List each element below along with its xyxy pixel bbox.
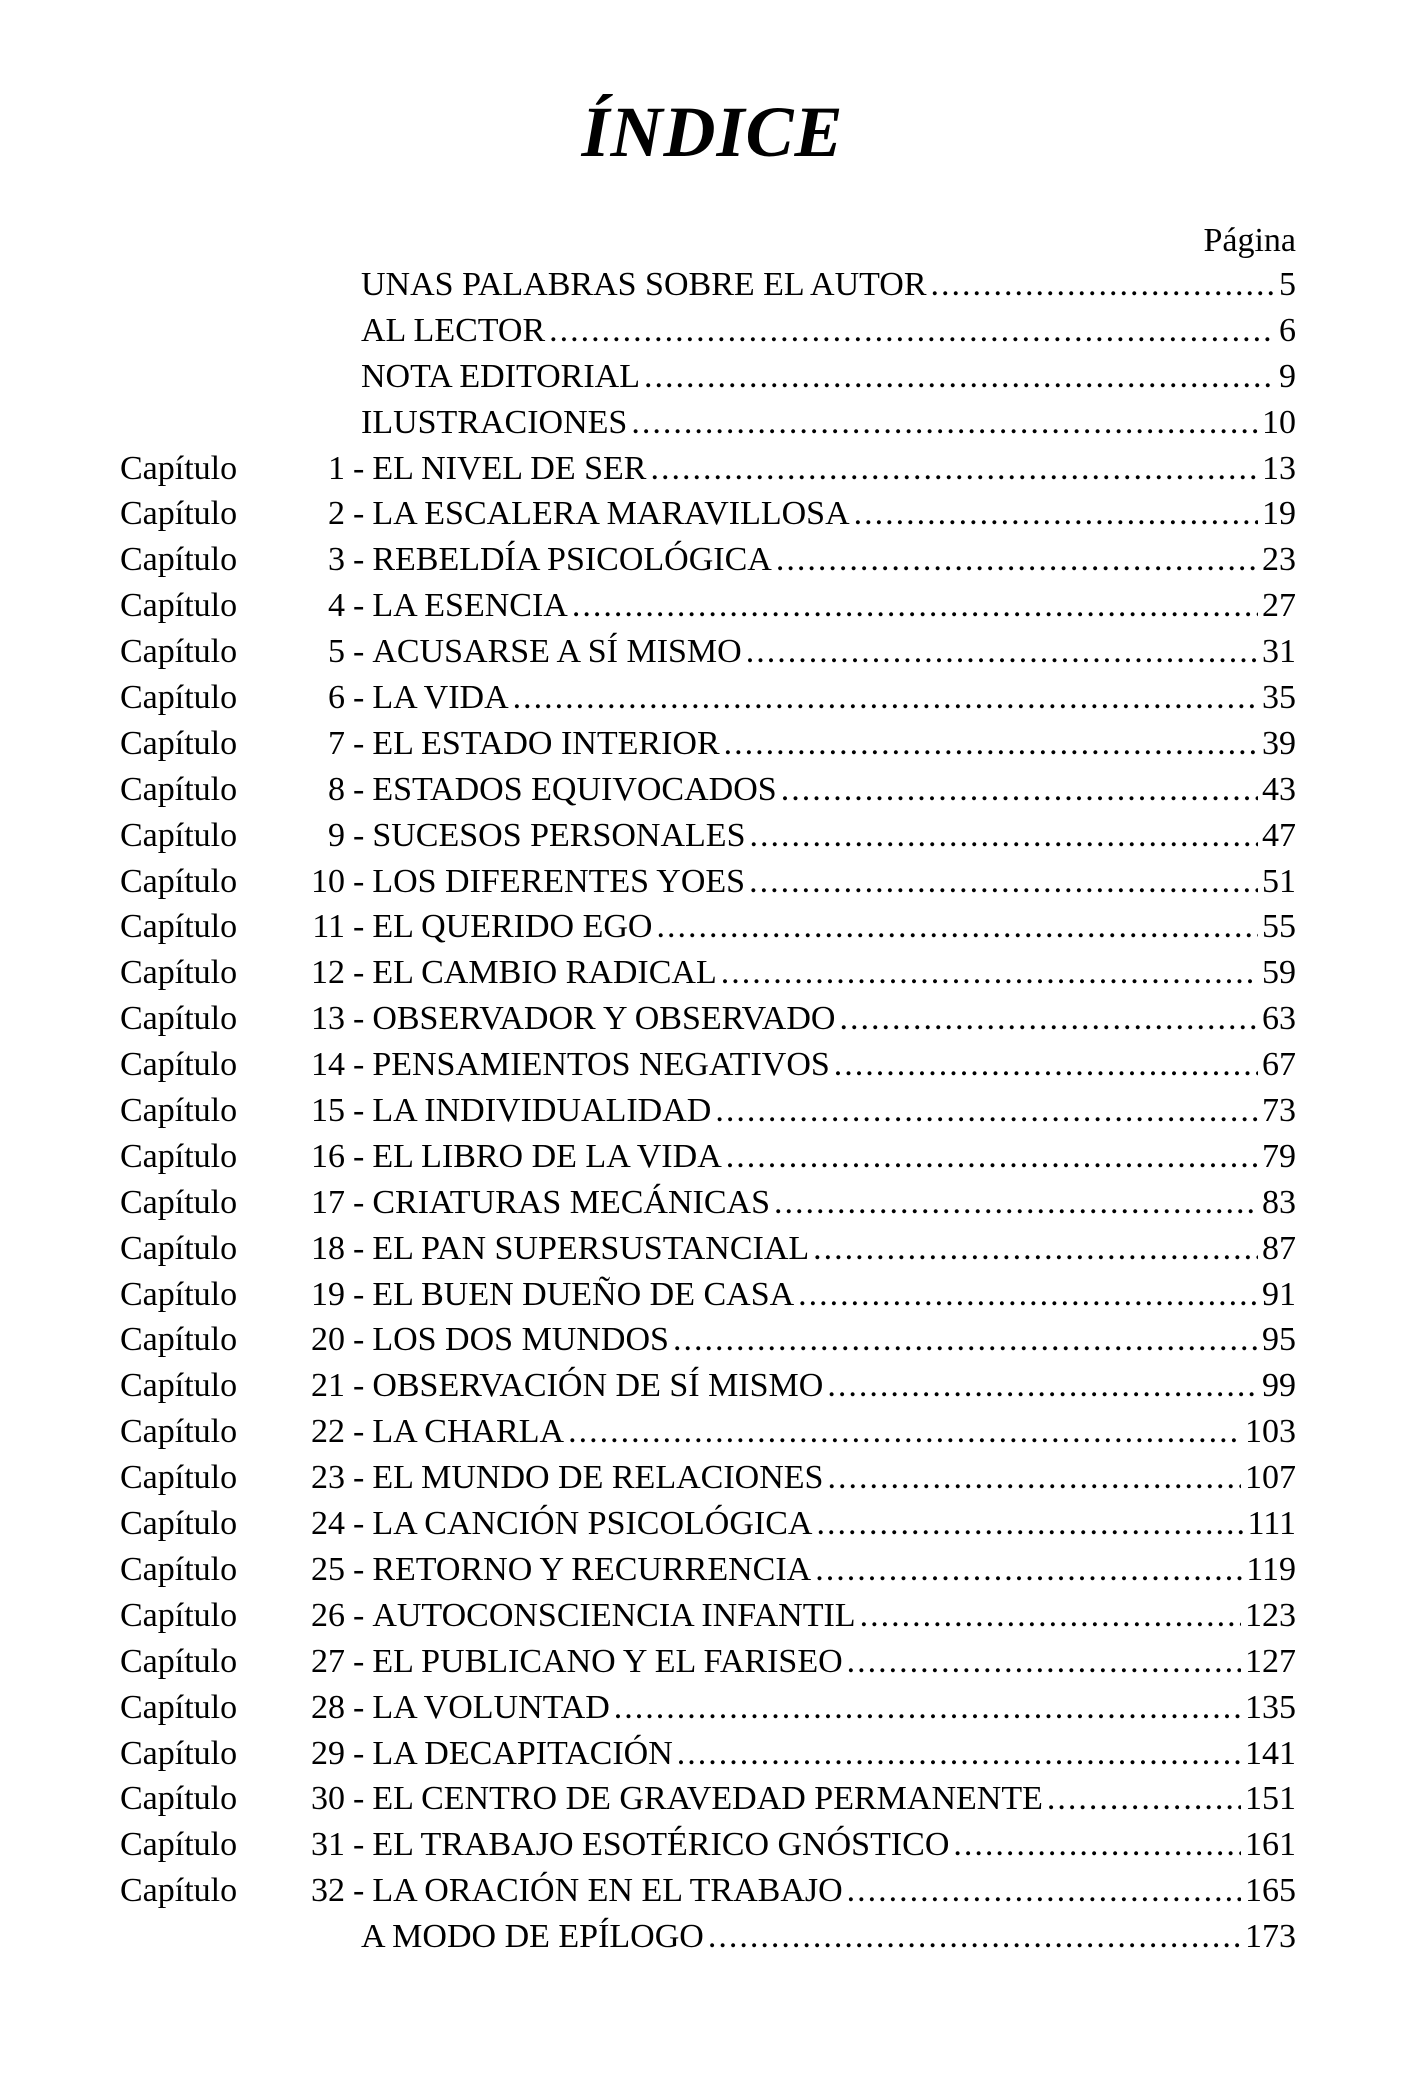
chapter-number: 2: [328, 495, 345, 533]
entry-title: A MODO DE EPÍLOGO: [361, 1918, 704, 1956]
page-number: 10: [1262, 403, 1296, 441]
chapter-number: 17: [311, 1183, 345, 1221]
dot-leader: [813, 1226, 1258, 1272]
chapter-number: 29: [311, 1734, 345, 1772]
entry-title: EL MUNDO DE RELACIONES: [372, 1459, 824, 1497]
entry-title: EL CENTRO DE GRAVEDAD PERMANENTE: [372, 1780, 1043, 1818]
entry-title: EL BUEN DUEÑO DE CASA: [372, 1275, 795, 1313]
separator-dash: -: [353, 1046, 365, 1084]
dot-leader: [839, 996, 1258, 1042]
chapter-number: 7: [328, 724, 345, 762]
page-column-label: Página: [1203, 222, 1296, 259]
entry-title: EL PAN SUPERSUSTANCIAL: [372, 1229, 810, 1267]
entry-title: AUTOCONSCIENCIA INFANTIL: [372, 1596, 856, 1634]
toc-entry: [120, 1363, 1296, 1409]
dot-leader: [651, 446, 1259, 492]
page-number: 39: [1262, 724, 1296, 762]
toc-entry: [120, 950, 1296, 996]
chapter-word: Capítulo: [120, 908, 238, 946]
separator-dash: -: [353, 1229, 365, 1267]
page-number: 43: [1262, 770, 1296, 808]
dot-leader: [721, 950, 1258, 996]
page-number: 103: [1245, 1413, 1296, 1451]
entry-title: EL QUERIDO EGO: [372, 908, 653, 946]
toc-entry: [120, 1639, 1296, 1685]
chapter-number: 4: [328, 587, 345, 625]
entry-title: LOS DOS MUNDOS: [372, 1321, 669, 1359]
separator-dash: -: [353, 587, 365, 625]
toc-entry: [120, 1731, 1296, 1777]
entry-title: RETORNO Y RECURRENCIA: [372, 1550, 812, 1588]
dot-leader: [673, 1317, 1258, 1363]
dot-leader: [724, 721, 1258, 767]
page-number: 151: [1245, 1780, 1296, 1818]
toc-entry: [120, 1409, 1296, 1455]
page-number: 27: [1262, 587, 1296, 625]
separator-dash: -: [353, 1642, 365, 1680]
chapter-word: Capítulo: [120, 1780, 238, 1818]
dot-leader: [860, 1593, 1241, 1639]
toc-entry: [120, 904, 1296, 950]
separator-dash: -: [353, 1826, 365, 1864]
separator-dash: -: [353, 541, 365, 579]
dot-leader: [631, 400, 1258, 446]
chapter-word: Capítulo: [120, 862, 238, 900]
toc-entry: [120, 537, 1296, 583]
page-number: 107: [1245, 1459, 1296, 1497]
chapter-word: Capítulo: [120, 1183, 238, 1221]
entry-title: PENSAMIENTOS NEGATIVOS: [372, 1046, 830, 1084]
chapter-word: Capítulo: [120, 1137, 238, 1175]
chapter-number: 20: [311, 1321, 345, 1359]
separator-dash: -: [353, 1413, 365, 1451]
chapter-word: Capítulo: [120, 1046, 238, 1084]
entry-title: LA ORACIÓN EN EL TRABAJO: [372, 1872, 843, 1910]
chapter-word: Capítulo: [120, 1229, 238, 1267]
page-number: 111: [1247, 1505, 1296, 1543]
dot-leader: [776, 537, 1258, 583]
chapter-word: Capítulo: [120, 633, 238, 671]
chapter-number: 23: [311, 1459, 345, 1497]
chapter-word: Capítulo: [120, 1505, 238, 1543]
chapter-word: Capítulo: [120, 724, 238, 762]
toc-entry: [120, 1180, 1296, 1226]
entry-title: LA DECAPITACIÓN: [372, 1734, 673, 1772]
chapter-word: Capítulo: [120, 770, 238, 808]
chapter-number: 32: [311, 1872, 345, 1910]
page-number: 95: [1262, 1321, 1296, 1359]
entry-title: LA ESENCIA: [372, 587, 568, 625]
separator-dash: -: [353, 1321, 365, 1359]
page-number: 31: [1262, 633, 1296, 671]
separator-dash: -: [353, 1505, 365, 1543]
chapter-word: Capítulo: [120, 541, 238, 579]
chapter-number: 12: [311, 954, 345, 992]
page-number: 165: [1245, 1872, 1296, 1910]
chapter-number: 10: [311, 862, 345, 900]
chapter-number: 14: [311, 1046, 345, 1084]
dot-leader: [953, 1822, 1241, 1868]
dot-leader: [781, 767, 1258, 813]
page-number: 55: [1262, 908, 1296, 946]
toc-entry: [120, 491, 1296, 537]
page-number: 47: [1262, 816, 1296, 854]
toc-entry: [120, 1088, 1296, 1134]
dot-leader: [708, 1914, 1241, 1960]
page-number: 5: [1279, 266, 1296, 303]
chapter-word: Capítulo: [120, 1367, 238, 1405]
chapter-number: 15: [311, 1092, 345, 1130]
chapter-word: Capítulo: [120, 816, 238, 854]
toc-entry: [120, 354, 1296, 400]
page-number: 141: [1245, 1734, 1296, 1772]
separator-dash: -: [353, 862, 365, 900]
page-number: 123: [1245, 1596, 1296, 1634]
separator-dash: -: [353, 1550, 365, 1588]
dot-leader: [931, 262, 1275, 308]
dot-leader: [798, 1272, 1258, 1318]
chapter-word: Capítulo: [120, 679, 238, 717]
entry-title: EL LIBRO DE LA VIDA: [372, 1137, 722, 1175]
separator-dash: -: [353, 1137, 365, 1175]
entry-title: OBSERVADOR Y OBSERVADO: [372, 1000, 836, 1038]
page-number: 173: [1245, 1918, 1296, 1956]
chapter-number: 16: [311, 1137, 345, 1175]
entry-title: LOS DIFERENTES YOES: [372, 862, 746, 900]
chapter-number: 13: [311, 1000, 345, 1038]
page-number: 119: [1246, 1550, 1296, 1588]
separator-dash: -: [353, 495, 365, 533]
chapter-word: Capítulo: [120, 1413, 238, 1451]
dot-leader: [568, 1409, 1241, 1455]
chapter-word: Capítulo: [120, 1321, 238, 1359]
entry-title: SUCESOS PERSONALES: [372, 816, 746, 854]
chapter-word: Capítulo: [120, 1092, 238, 1130]
toc-entry: [120, 996, 1296, 1042]
chapter-word: Capítulo: [120, 495, 238, 533]
page-number: 99: [1262, 1367, 1296, 1405]
toc-entry: [120, 767, 1296, 813]
dot-leader: [656, 904, 1258, 950]
entry-title: NOTA EDITORIAL: [361, 357, 641, 395]
page-number: 83: [1262, 1183, 1296, 1221]
chapter-number: 3: [328, 541, 345, 579]
chapter-number: 26: [311, 1596, 345, 1634]
page-number: 23: [1262, 541, 1296, 579]
entry-title: LA INDIVIDUALIDAD: [372, 1092, 712, 1130]
dot-leader: [854, 491, 1258, 537]
chapter-number: 11: [312, 908, 345, 946]
chapter-word: Capítulo: [120, 1550, 238, 1588]
toc-entry: [120, 1593, 1296, 1639]
dot-leader: [549, 308, 1275, 354]
separator-dash: -: [353, 724, 365, 762]
toc-entry: [120, 1501, 1296, 1547]
toc-entry: [120, 859, 1296, 905]
toc-entry: [120, 1226, 1296, 1272]
page-number: 19: [1262, 495, 1296, 533]
page-number: 67: [1262, 1046, 1296, 1084]
dot-leader: [827, 1363, 1258, 1409]
toc-entry: [120, 1317, 1296, 1363]
dot-leader: [815, 1547, 1242, 1593]
chapter-number: 28: [311, 1688, 345, 1726]
dot-leader: [746, 629, 1258, 675]
separator-dash: -: [353, 1459, 365, 1497]
page-number: 135: [1245, 1688, 1296, 1726]
entry-title: EL CAMBIO RADICAL: [372, 954, 717, 992]
dot-leader: [827, 1455, 1241, 1501]
entry-title: AL LECTOR: [361, 311, 546, 349]
page-number: 87: [1262, 1229, 1296, 1267]
separator-dash: -: [353, 908, 365, 946]
chapter-word: Capítulo: [120, 1642, 238, 1680]
dot-leader: [513, 675, 1258, 721]
entry-title: OBSERVACIÓN DE SÍ MISMO: [372, 1367, 824, 1405]
entry-title: LA CHARLA: [372, 1413, 565, 1451]
separator-dash: -: [353, 1092, 365, 1130]
chapter-word: Capítulo: [120, 449, 238, 487]
entry-title: EL PUBLICANO Y EL FARISEO: [372, 1642, 843, 1680]
dot-leader: [614, 1685, 1241, 1731]
toc-entry: [120, 1914, 1296, 1960]
dot-leader: [749, 859, 1258, 905]
chapter-number: 21: [311, 1367, 345, 1405]
entry-title: LA CANCIÓN PSICOLÓGICA: [372, 1505, 813, 1543]
page-number: 35: [1262, 679, 1296, 717]
dot-leader: [726, 1134, 1258, 1180]
toc-entry: [120, 400, 1296, 446]
separator-dash: -: [353, 1596, 365, 1634]
page-number: 79: [1262, 1137, 1296, 1175]
dot-leader: [749, 813, 1258, 859]
dot-leader: [715, 1088, 1258, 1134]
page-number: 161: [1245, 1826, 1296, 1864]
dot-leader: [847, 1868, 1241, 1914]
separator-dash: -: [353, 1688, 365, 1726]
chapter-word: Capítulo: [120, 1000, 238, 1038]
toc-entry: [120, 1272, 1296, 1318]
page-number: 59: [1262, 954, 1296, 992]
page-number: 63: [1262, 1000, 1296, 1038]
toc-entry: [120, 1868, 1296, 1914]
toc-entry: [120, 308, 1296, 354]
chapter-word: Capítulo: [120, 1826, 238, 1864]
page-number: 13: [1262, 449, 1296, 487]
dot-leader: [847, 1639, 1241, 1685]
toc-entry: [120, 1685, 1296, 1731]
separator-dash: -: [353, 449, 365, 487]
dot-leader: [834, 1042, 1258, 1088]
toc-entry: [120, 1455, 1296, 1501]
separator-dash: -: [353, 1780, 365, 1818]
dot-leader: [1047, 1776, 1241, 1822]
chapter-word: Capítulo: [120, 587, 238, 625]
dot-leader: [816, 1501, 1243, 1547]
toc-entry: [120, 813, 1296, 859]
page-number: 6: [1279, 311, 1296, 349]
separator-dash: -: [353, 1734, 365, 1772]
chapter-number: 8: [328, 770, 345, 808]
chapter-word: Capítulo: [120, 1688, 238, 1726]
toc-entry: [120, 629, 1296, 675]
page-number: 91: [1262, 1275, 1296, 1313]
chapter-number: 9: [328, 816, 345, 854]
table-of-contents: [120, 262, 1296, 1960]
entry-title: EL TRABAJO ESOTÉRICO GNÓSTICO: [372, 1826, 950, 1864]
toc-entry: [120, 262, 1296, 308]
entry-title: UNAS PALABRAS SOBRE EL AUTOR: [361, 266, 927, 303]
toc-entry: [120, 1042, 1296, 1088]
chapter-number: 1: [328, 449, 345, 487]
chapter-word: Capítulo: [120, 1734, 238, 1772]
entry-title: EL ESTADO INTERIOR: [372, 724, 720, 762]
page-number: 9: [1279, 357, 1296, 395]
dot-leader: [774, 1180, 1258, 1226]
chapter-word: Capítulo: [120, 1872, 238, 1910]
chapter-number: 24: [311, 1505, 345, 1543]
entry-title: LA VIDA: [372, 679, 509, 717]
chapter-number: 31: [311, 1826, 345, 1864]
dot-leader: [677, 1731, 1241, 1777]
dot-leader: [572, 583, 1258, 629]
entry-title: ILUSTRACIONES: [361, 403, 628, 441]
toc-entry: [120, 1134, 1296, 1180]
chapter-word: Capítulo: [120, 954, 238, 992]
chapter-number: 19: [311, 1275, 345, 1313]
entry-title: ACUSARSE A SÍ MISMO: [372, 633, 742, 671]
chapter-number: 6: [328, 679, 345, 717]
chapter-number: 22: [311, 1413, 345, 1451]
separator-dash: -: [353, 1183, 365, 1221]
page-number: 51: [1262, 862, 1296, 900]
toc-entry: [120, 1547, 1296, 1593]
entry-title: LA VOLUNTAD: [372, 1688, 610, 1726]
separator-dash: -: [353, 1275, 365, 1313]
toc-entry: [120, 1776, 1296, 1822]
toc-entry: [120, 1822, 1296, 1868]
separator-dash: -: [353, 679, 365, 717]
separator-dash: -: [353, 1000, 365, 1038]
entry-title: ESTADOS EQUIVOCADOS: [372, 770, 777, 808]
dot-leader: [644, 354, 1275, 400]
chapter-number: 27: [311, 1642, 345, 1680]
toc-entry: [120, 583, 1296, 629]
chapter-word: Capítulo: [120, 1596, 238, 1634]
entry-title: CRIATURAS MECÁNICAS: [372, 1183, 771, 1221]
chapter-word: Capítulo: [120, 1275, 238, 1313]
chapter-number: 5: [328, 633, 345, 671]
page-number: 73: [1262, 1092, 1296, 1130]
entry-title: LA ESCALERA MARAVILLOSA: [372, 495, 850, 533]
chapter-number: 18: [311, 1229, 345, 1267]
chapter-number: 25: [311, 1550, 345, 1588]
entry-title: EL NIVEL DE SER: [372, 449, 647, 487]
chapter-word: Capítulo: [120, 1459, 238, 1497]
separator-dash: -: [353, 816, 365, 854]
toc-entry: [120, 675, 1296, 721]
separator-dash: -: [353, 770, 365, 808]
chapter-number: 30: [311, 1780, 345, 1818]
separator-dash: -: [353, 633, 365, 671]
toc-entry: [120, 721, 1296, 767]
toc-entry: [120, 446, 1296, 492]
separator-dash: -: [353, 1367, 365, 1405]
separator-dash: -: [353, 1872, 365, 1910]
entry-title: REBELDÍA PSICOLÓGICA: [372, 541, 772, 579]
page-title: ÍNDICE: [581, 92, 844, 172]
separator-dash: -: [353, 954, 365, 992]
page-number: 127: [1245, 1642, 1296, 1680]
